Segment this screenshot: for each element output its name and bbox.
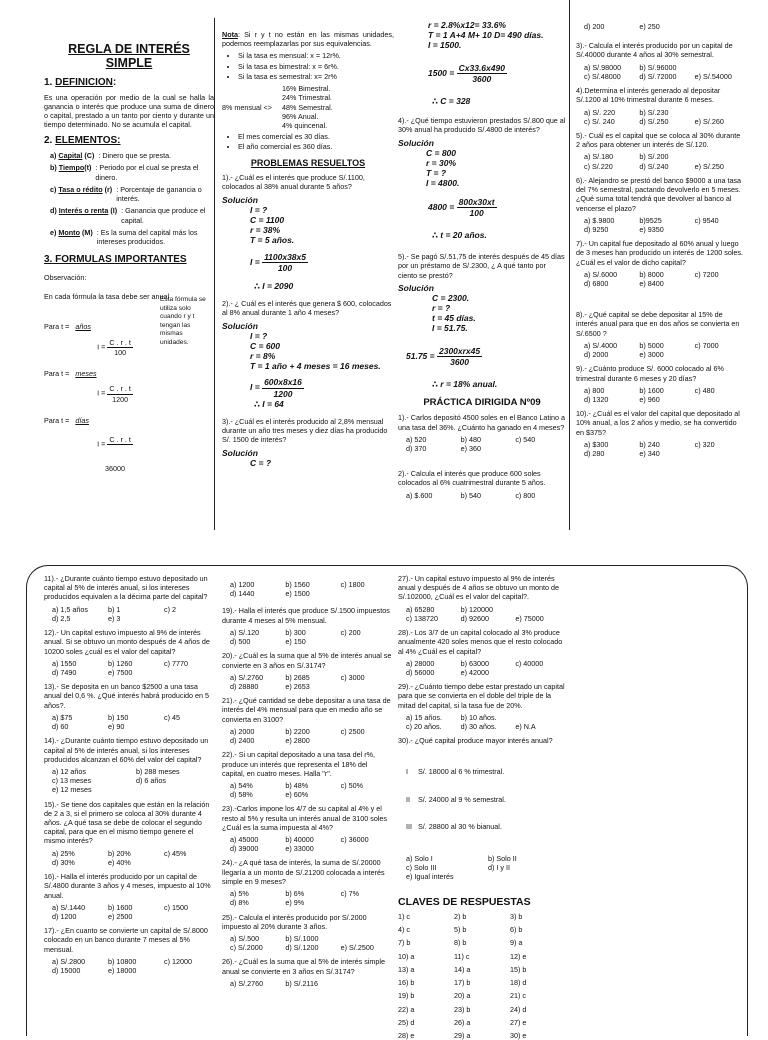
answer-key-item: 19) b — [398, 991, 415, 1001]
observation-label: Observación: — [44, 272, 87, 282]
formula-years: Para t = años — [44, 322, 91, 332]
problem-3-statement: 3).- ¿Cuál es el interés producido al 2,8% mensual durante un año tres meses y diez días ha producido S/. 1500 de interés? — [222, 417, 388, 445]
practice-q7: 7).- Un capital fue depositado al 60% anual y luego de 3 meses han producido un interés de 1200 soles. ¿Cuál es el valor de dicho capital? a) S/.6000 b) 8000 c) 7200 d) 6800 e) 8400 — [576, 239, 744, 289]
practice-q2-options-cont: d) 200 e) 250 — [584, 22, 660, 31]
answer-key-item: 5) b — [454, 925, 467, 935]
problem-1-statement: 1).- ¿Cuál es el interés que produce S/.1100, colocados al 38% anual durante 5 años? — [222, 173, 365, 192]
practice-q2: 2).- Calcula el interés que produce 600 soles colocados al 6% cuatrimestral durante 5 años. — [398, 469, 546, 488]
answer-key-item: 6) b — [510, 925, 523, 935]
answer-key-item: 23) b — [454, 1004, 471, 1014]
practice-q16: 16).- Halla el interés producido por un capital de S/.4800 durante 3 años y 4 meses, impuesto al 10% anual. a) S/.1440 b) 1600 c) 1500 d) 1200 e) 2500 — [44, 872, 211, 921]
practice-q6: 6).- Alejandro se prestó del banco $9000 a una tasa del 7% semestral, pactando devolverlo en 5 meses. ¿Qué suma total tendrá que devolver al banco al vencerse el plazo? a) $.9800 b)9525 c) 9540 d) 9250 e) 9350 — [576, 175, 742, 234]
practice-q19: 19).- Halla el interés que produce S/.1500 impuestos durante 4 meses al 5% mensual. a) S/.120 b) 300 c) 200 d) 500 e) 150 — [222, 606, 390, 647]
practice-q5: 5).- Cuál es el capital que se coloca al 30% durante 2 años para obtener un interés de S/.120. a) S/.180 b) S/.200 c) S/.220 d) S/.240 e) S/.250 — [576, 130, 741, 171]
practice-q8: 8).- ¿Qué capital se debe depositar al 15% de interés anual para que en dos años se convierta en S/.6500 ? a) S/.4000 b) 5000 c) 7000 d) 2000 e) 3000 — [576, 310, 740, 360]
answer-key-item: 3) b — [510, 912, 523, 921]
practice-q17: 17).- ¿En cuanto se convierte un capital de S/.8000 colocado en un banco durante 7 meses al 5% mensual. a) S/.2800 b) 10800 c) 12000 d) 15000 e) 18000 — [44, 926, 208, 976]
practice-q27: 27).- Un capital estuvo impuesto al 9% de interés anual y después de 4 años se obtuvo un monto de S/.102000, ¿Cuál es el valor del capital?. a) 65280 b) 120000 c) 138720 d) 92600 e) 75000 — [398, 574, 560, 623]
problem-2-statement: 2).- ¿ Cuál es el interés que genera $ 600, colocados al 8% anual durante 1 año 4 meses? — [222, 299, 392, 318]
practice-q12: 12).- Un capital estuvo impuesto al 9% de interés anual. Si se obtuvo un monto después de 4 años de 10200 soles ¿cuál es el valor del capital? a) 1550 b) 1260 c) 7770 d) 7490 e) 7500 — [44, 628, 210, 677]
bottom-column-3 — [398, 574, 566, 1040]
problem-3-continuation: r = 2.8%x12= 33.6% T = 1 A+4 M+ 10 D= 490 días. I = 1500. — [428, 20, 544, 51]
problem-1-solution: Solución I = ? C = 1100 r = 38% T = 5 años. I = $\frac{1100x38x5}{100}$ ∴ I = 2090 — [222, 194, 306, 291]
rate-table: 8% mensual <> 16% Bimestral. 24% Trimestral. 48% Semestral. 96% Anual. 4% quincenal. — [222, 84, 333, 130]
answer-key-item: 26) a — [454, 1017, 471, 1027]
answer-key-item: 8) b — [454, 938, 467, 948]
practice-q14: 14).- ¿Durante cuánto tiempo estuvo depositado un capital al 5% de interés anual, si los intereses producidos alcanzan el 60% del valor del capital? a) 12 años b) 288 meses c) 13 meses d) 6 años e) 12 meses — [44, 736, 209, 795]
formula-days-expr: I = C . r . t — [97, 434, 131, 449]
answer-key-item: 17) b — [454, 978, 471, 988]
answer-key-grid — [398, 912, 566, 1040]
main-title: REGLA DE INTERÉS SIMPLE — [68, 42, 190, 71]
answer-key-item: 30) e — [510, 1030, 527, 1040]
problem-5-solution: Solución C = 2300. r = ? t = 45 días. I = 51.75. 51.75 = $\frac{\text{2300xrx45}}{3600}$ ∴ r = 18% anual. — [398, 282, 498, 390]
practice-q10: 10).- ¿Cuál es el valor del capital que depositado al 10% anual, a los 2 años y medio, se ha convertido en $375? a) $300 b) 240 c) 320 d) 280 e) 340 — [576, 409, 740, 459]
answer-key-item: 1) c — [398, 912, 410, 921]
formula-years-expr: I = $\frac{C . r . t}{100}$ — [97, 337, 131, 357]
answer-key-item: 18) d — [510, 978, 527, 988]
formula-months-expr: I = $\frac{C . r . t}{1200}$ — [97, 384, 131, 404]
answer-key-item: 4) c — [398, 925, 410, 935]
column-divider-2 — [569, 0, 570, 530]
practice-q15: 15).- Se tiene dos capitales que están en la relación de 2 a 3, si el primero se coloca al 30% durante 4 años. ¿A qué tasa se debe de colocar el segundo capital, para que en el mismo tiempo genere el mismo interés? a) 25% b) 20% c) 45% d) 30% e) 40% — [44, 799, 210, 867]
element-tasa: c) Tasa o rédito (r) : Porcentaje de ganancia o interés. — [50, 184, 202, 204]
practice-q2-options: a) $.600 b) 540 c) 800 — [406, 490, 536, 500]
problem-2-solution: Solución I = ? C = 600 r = 8% T = 1 año + 4 meses = 16 meses. I = $\frac{600x8x16}{1200}$ ∴ I = 64 — [222, 320, 381, 409]
answer-key-item: 13) a — [398, 964, 415, 974]
answer-key-item: 11) c — [454, 951, 470, 961]
formula-note: Esta fórmula se utiliza solo cuando r y t tengan las mismas unidades. — [160, 296, 206, 346]
answer-key-item: 9) a — [510, 938, 523, 948]
solved-problems-heading: PROBLEMAS RESUELTOS — [250, 157, 366, 168]
solutions-and-practice-column — [398, 20, 566, 525]
answer-key-item: 27) e — [510, 1017, 527, 1027]
element-capital: a) Capital (C) : Dinero que se presta. — [50, 151, 172, 161]
practice-q28: 28).- Los 3/7 de un capital colocado al 3% produce anualmente 420 soles menos que el resto colocado al 4% ¿Cuál es el capital? a) 28000 b) 63000 c) 40000 d) 56000 e) 42000 — [398, 628, 563, 677]
definition-text: Es una operación por medio de la cual se halla la ganancia o interés que produce una suma de dinero o capital, prestado a un tanto por ciento y durante un tiempo determinado. No se acumula el capital. — [44, 92, 214, 130]
answer-key-item: 14) a — [454, 964, 471, 974]
answer-key-item: 2) b — [454, 912, 467, 921]
column-divider-1 — [214, 18, 215, 530]
solved-problems-column — [222, 30, 394, 525]
practice-q26: 26).- ¿Cuál es la suma que al 5% de interés simple anual se convierte en 3 años en S/.3174? a) S/.2760 b) S/.2116 — [222, 957, 385, 988]
answer-key-item: 20) a — [454, 991, 471, 1001]
theory-column — [44, 30, 214, 525]
answer-key-item: 16) b — [398, 978, 415, 988]
practice-q23: 23).-Carlos impone los 4/7 de su capital al 4% y el resto al 5% y resulta un interés anual de 3100 soles ¿Cuál es la suma impuesta al 4%? a) 45000 b) 40000 c) 36000 d) 39000 e) 33000 — [222, 804, 388, 854]
problem-4-statement: 4).- ¿Qué tiempo estuvieron prestados S/.800 que al 30% anual ha producido S/.4800 de interés? — [398, 116, 566, 135]
answer-key-item: 21) c — [510, 991, 526, 1001]
problem-3-solution: Solución C = ? — [222, 447, 272, 468]
answer-key-item: 22) a — [398, 1004, 415, 1014]
answer-key-item: 24) d — [510, 1004, 527, 1014]
problem-3-result: ∴ C = 328 — [432, 95, 471, 106]
problem-3-equation: 1500 = $\frac{Cx33.6x490}{3600}$ — [428, 62, 505, 84]
practice-column-right — [576, 22, 746, 525]
answer-key-item: 28) e — [398, 1030, 415, 1040]
practice-heading: PRÁCTICA DIRIGIDA Nº09 — [423, 397, 541, 409]
practice-q21: 21).- ¿Qué cantidad se debe depositar a una tasa de interés del 4% mensual para que en medio año se convierta en 3100? a) 2000 b) 2200 c) 2500 d) 2400 e) 2800 — [222, 696, 391, 746]
practice-q1-options: a) 520 b) 480 c) 540 d) 370 e) 360 — [406, 434, 536, 454]
practice-q30: 30).- ¿Qué capital produce mayor interés anual? I S/. 18000 al 6 % trimestral. II S/. 24000 al 9 % semestral. III S/. 28800 al 30 % bianual. a) Solo I b) Solo II c) Solo III d) I y II e) Igual interés — [398, 736, 553, 882]
section-elements-heading: 2. ELEMENTOS: — [44, 135, 121, 147]
element-tiempo: b) Tiempo(t) : Periodo por el cual se presta el dinero. — [50, 163, 199, 182]
practice-q4: 4).Determina el interés generado al depositar S/.1200 al 10% trimestral durante 6 meses. a) S/. 220 b) S/.230 c) S/. 240 d) S/.250 e) S/.260 — [576, 86, 724, 126]
practice-q13: 13).- Se deposita en un banco $2500 a una tasa anual del 0,6 %. ¿Qué interés habrá producido en 5 años?. a) $75 b) 150 c) 45 d) 60 e) 90 — [44, 682, 210, 732]
element-monto: e) Monto (M) : Es la suma del capital más los intereses producidos. — [50, 227, 198, 246]
rate-equivalences: • Si la tasa es mensual: x = 12r%. • Si la tasa es bimestral: x = 6r%. • Si la tasa es semestral: x= 2r% — [222, 51, 394, 81]
practice-q18-options: a) 1200 b) 1560 c) 1800 d) 1440 e) 1500 — [230, 580, 365, 599]
answer-key-heading: CLAVES DE RESPUESTAS — [398, 895, 531, 908]
practice-q24: 24).- ¿A qué tasa de interés, la suma de S/.20000 llegaría a un monto de S/.21200 colocada a interés simple en 9 meses? a) 5% b) 6% c) 7% d) 8% e) 9% — [222, 858, 385, 908]
practice-q1: 1).- Carlos depositó 4500 soles en el Banco Latino a una tasa del 36%. ¿Cuánto ha ganado en 4 meses? — [398, 413, 566, 432]
practice-q20: 20).- ¿Cuál es la suma que al 5% de interés anual se convierte en 3 años en S/.3174? a) S/.2760 b) 2685 c) 3000 d) 28880 e) 2653 — [222, 651, 392, 691]
formula-months: Para t = meses — [44, 369, 97, 379]
bottom-column-1 — [44, 574, 216, 1024]
section-formulas-heading: 3. FORMULAS IMPORTANTES — [44, 254, 187, 266]
bottom-column-2 — [222, 580, 392, 1024]
practice-q29: 29).- ¿Cuánto tiempo debe estar prestado un capital para que se convierta en el doble del triple de la mitad del capital, si la tasa fue de 20%. a) 15 años. b) 10 años. c) 20 años. d) 30 años. e) N.A — [398, 682, 565, 732]
answer-key-item: 10) a — [398, 951, 415, 961]
commercial-calendar: • El mes comercial es 30 días. • El año comercial es 360 días. — [222, 132, 394, 151]
problem-5-statement: 5).- Se pagó S/.51,75 de interés después de 45 días por un préstamo de S/.2300, ¿ A qué tanto por ciento se prestó? — [398, 252, 565, 280]
problem-4-solution: Solución C = 800 r = 30% T = ? I = 4800. 4800 = $\frac{800x30xt}{100}$ ∴ t = 20 años. — [398, 137, 495, 240]
section-definition-heading: 1. DEFINICION: — [44, 76, 117, 88]
answer-key-item: 25) d — [398, 1017, 415, 1027]
answer-key-item: 15) b — [510, 964, 527, 974]
practice-q3: 3).- Calcula el interés producido por un capital de S/.40000 durante 4 años al 30% semestral. a) S/.98000 b) S/.96000 c) S/.48000 d) S/.72000 e) S/.54000 — [576, 41, 733, 81]
practice-q11: 11).- ¿Durante cuánto tiempo estuvo depositado un capital al 5% de interés anual, si los intereses producidos equivalen a la décima parte del capital? a) 1,5 años b) 1 c) 2 d) 2,5 e) 3 — [44, 574, 208, 623]
element-interes: d) Interés o renta (I) : Ganancia que produce el capital. — [50, 206, 206, 225]
formula-days-denominator: 36000 — [105, 464, 125, 474]
practice-q25: 25).- Calcula el interés producido por S/.2000 impuesto al 20% durante 3 años. a) S/.500 b) S/.1000 c) S/.2000 d) S/.1200 e) S/.2500 — [222, 912, 374, 953]
answer-key-item: 7) b — [398, 938, 411, 948]
practice-q22: 22).- Si un capital depositado a una tasa del r%, produce un interés que representa el 18% del capital, en cuatro meses. Halla "r". a) 54% b) 48% c) 50% d) 58% e) 60% — [222, 750, 376, 800]
practice-q9: 9).- ¿Cuánto produce S/. 6000 colocado al 6% trimestral durante 6 meses y 20 días? a) 800 b) 1600 c) 480 d) 1320 e) 960 — [576, 364, 724, 404]
answer-key-item: 29) a — [454, 1030, 471, 1040]
note-paragraph: Nota: Si r y t no están en las mismas unidades, podemos reemplazarlas por sus equivalencias. — [222, 30, 394, 49]
observation-text: En cada fórmula la tasa debe ser anual — [44, 292, 170, 302]
answer-key-item: 12) e — [510, 951, 527, 961]
formula-days: Para t = días — [44, 415, 89, 425]
